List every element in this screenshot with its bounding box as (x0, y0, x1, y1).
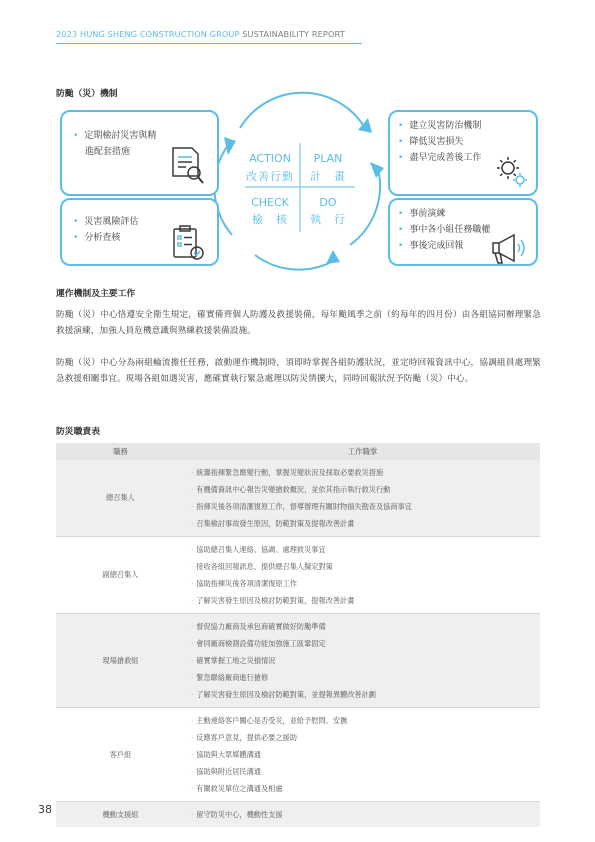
list-check (73, 214, 138, 246)
duty-item: · 會同廠商檢測設備功能加強施工區鞏固定 (191, 639, 326, 648)
duty-item: · 統籌指揮緊急應變行動，掌握災變狀況及採取必要救災措施 (191, 468, 384, 477)
list-item: • 事中各小組任務職權 (398, 225, 491, 235)
table-body (56, 460, 540, 827)
role-cell: 客戶組 (56, 708, 185, 802)
list-action (73, 128, 156, 160)
arc-bottom (255, 255, 335, 270)
duty-table (56, 443, 540, 827)
page-number: 38 (38, 803, 52, 816)
table-row (56, 802, 540, 828)
header-report: SUSTAINABILITY REPORT (242, 29, 345, 39)
label-action-zh: 改善行動 (246, 170, 294, 183)
duty-item: · 留守防災中心，機動性支援 (191, 810, 283, 819)
duties-cell (185, 802, 540, 828)
duty-item: · 反應客戶意見，提供必要之援助 (191, 733, 297, 742)
label-action-en: ACTION (249, 152, 291, 165)
arrowhead-bottom (326, 250, 340, 264)
role-cell: 副總召集人 (56, 537, 185, 614)
duty-item: · 了解災害發生原因及檢討防範對策，提報改善計畫 (191, 596, 355, 605)
duty-item: · 召集檢討事故發生原因，防範對策及提報改善計畫 (191, 519, 355, 528)
duty-item: · 協助與大眾媒體溝通 (191, 750, 261, 759)
table-row (56, 708, 540, 802)
duty-item: · 協助總召集人連絡、協調、處理救災事宜 (191, 545, 326, 554)
arc-top (240, 93, 365, 128)
label-plan-en: PLAN (313, 152, 343, 165)
list-item: • 事後完成回報 (398, 241, 464, 251)
duty-item: · 督促協力廠商及承包商確實做好防颱準備 (191, 622, 326, 631)
duty-item: · 確實掌握工地之災損情況 (191, 656, 276, 665)
arc-right (350, 165, 380, 245)
table-header-row (56, 443, 540, 460)
list-plan (398, 118, 481, 166)
section-title-typhoon-mechanism: 防颱（災）機制 (56, 89, 118, 99)
duties-cell (185, 460, 540, 537)
duty-item: · 有機備資訊中心報告災變搶救概況，並依其指示執行救災行動 (191, 485, 391, 494)
header-company: 2023 HUNG SHENG CONSTRUCTION GROUP (56, 29, 240, 39)
duty-item: · 指揮災後各項清潔復原工作，督導辦理有關財物損失勘查及協商事宜 (191, 502, 412, 511)
duties-cell (185, 537, 540, 614)
checklist-icon (171, 225, 207, 263)
paragraph-center-operation: 防颱（災）中心分為兩組輪流擔任任務，啟動運作機制時，須即時掌握各組防護狀況，並定時回報資訊中心，協調組員處理緊急救援相關事宜。現場各組如遇災害，應確實執行緊急處理以防災情擴大，同時回報狀況予防颱（災）中心。 (56, 358, 541, 384)
cycle-arrowheads (224, 118, 384, 264)
role-cell: 機動支援組 (56, 802, 185, 828)
list-item: • 降低災害損失 (398, 137, 464, 147)
list-item: • 事前演練 (398, 209, 446, 219)
arrowhead-top (358, 118, 372, 133)
paragraph-drill: 防颱（災）中心恪遵安全衛生規定，確實備齊個人防護及救援裝備，每年颱風季之前（約每年的四月份）由各組協同辦理緊急救援演練，加強人員危機意識與熟練救援裝備設施。 (56, 310, 541, 336)
label-check-en: CHECK (251, 196, 289, 209)
section-title-operation: 運作機制及主要工作 (56, 289, 136, 299)
label-plan-zh: 計 畫 (310, 170, 346, 183)
running-header (56, 29, 345, 39)
duty-item: · 有關救災單位之溝通及相處 (191, 784, 283, 793)
list-do (398, 206, 490, 254)
header-duties: 工作職掌 (185, 443, 540, 460)
list-item: • 災害風險評估 (73, 217, 139, 227)
duty-item: · 主動連絡客戶關心是否受災，並給予慰問、安撫 (191, 716, 348, 725)
header-role: 職務 (56, 443, 185, 460)
label-do-en: DO (319, 196, 337, 209)
table-row (56, 614, 540, 708)
list-item: • 盡早完成善後工作 (398, 153, 482, 163)
duty-item: · 了解災害發生原因及檢討防範對策，並提報異體改善計劃 (191, 690, 376, 699)
megaphone-icon (490, 232, 532, 266)
table-row (56, 537, 540, 614)
section-title-duty-table: 防災職責表 (56, 427, 100, 437)
label-do-zh: 執 行 (310, 213, 346, 226)
label-check-zh: 檢 核 (252, 213, 288, 226)
duties-cell (185, 708, 540, 802)
cycle-arcs (214, 93, 380, 270)
document-search-icon (170, 146, 206, 186)
list-item: • 分析查核 (73, 233, 121, 243)
duty-item: · 緊急聯絡廠商進行搶修 (191, 673, 269, 682)
arrowhead-right (370, 162, 384, 178)
list-item: • 定期檢討災害與精 (73, 131, 157, 141)
table-row (56, 460, 540, 537)
duty-item: · 接收各組回報訊息，提供總召集人擬定對策 (191, 562, 333, 571)
duty-item: · 協助與附近居民溝通 (191, 767, 261, 776)
duties-cell (185, 614, 540, 708)
role-cell: 現場搶救組 (56, 614, 185, 708)
role-cell: 總召集人 (56, 460, 185, 537)
duty-item: · 協助指揮災後各項清潔復原工作 (191, 579, 297, 588)
gear-icon (494, 154, 530, 190)
list-item: • 建立災害防治機制 (398, 121, 482, 131)
arrowhead-left (224, 137, 236, 155)
list-item-cont: 進配套措施 (85, 147, 131, 157)
